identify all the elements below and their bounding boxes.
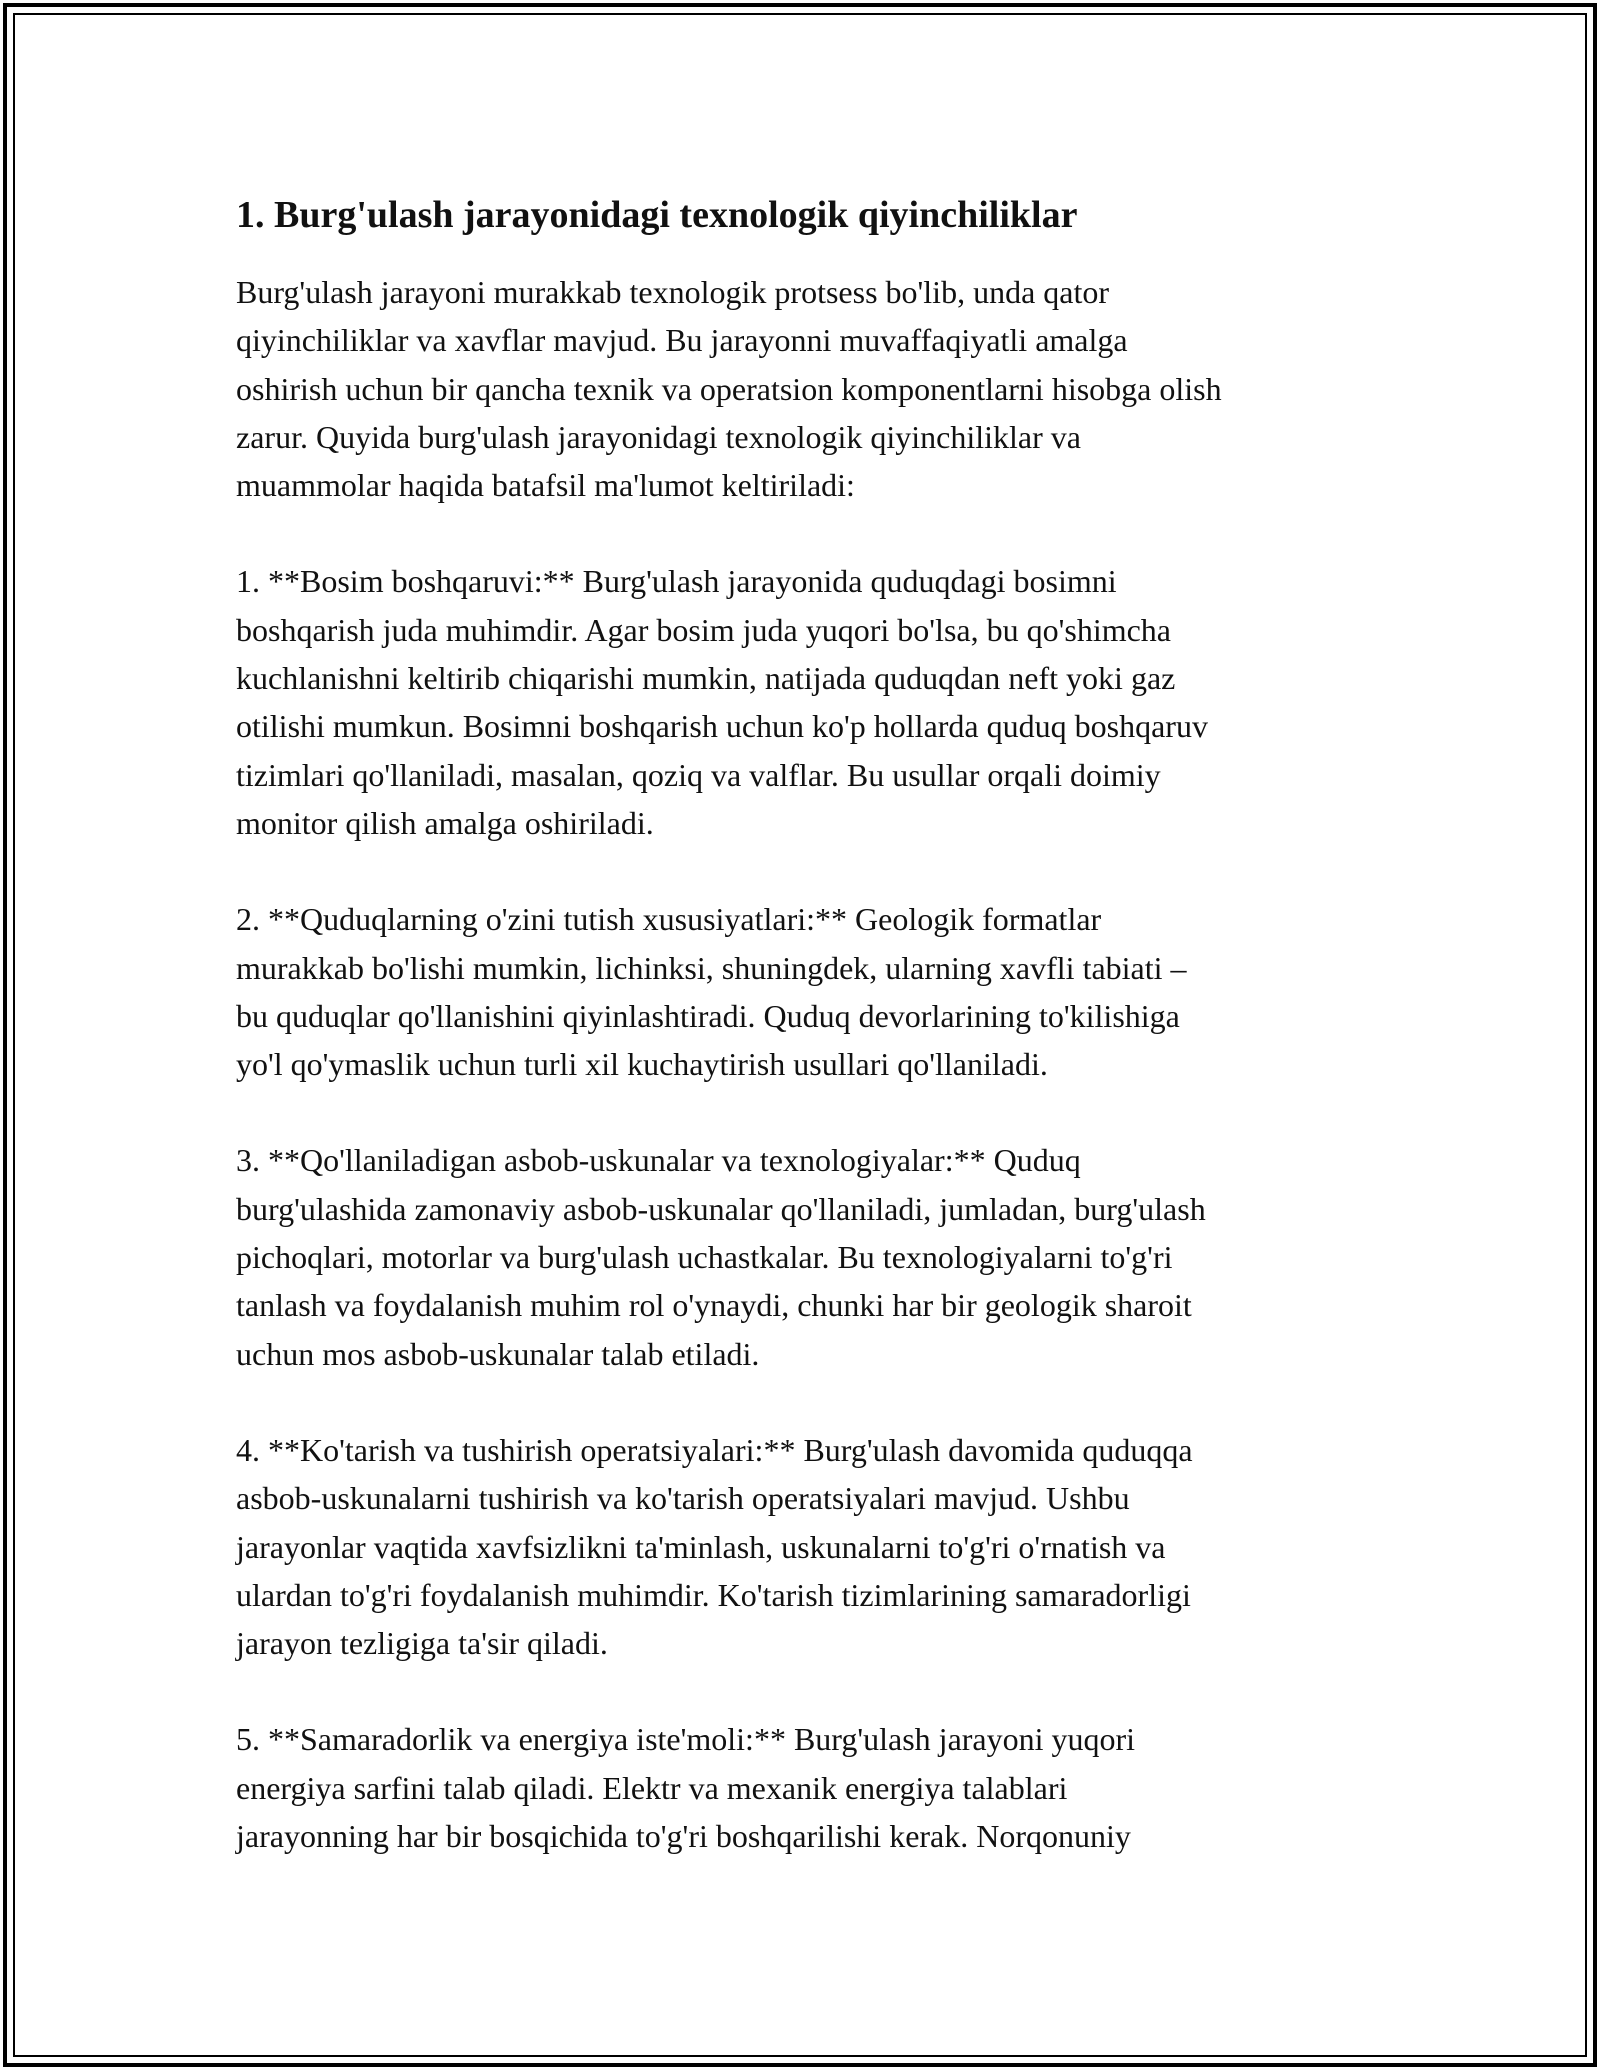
document-body (236, 190, 1386, 1908)
paragraph-energy-efficiency: 5. **Samaradorlik va energiya iste'moli:** Burg'ulash jarayoni yuqori energiya sarfini talab qiladi. Elektr va mexanik energiya talablari jarayonning har bir bosqichida to'g'ri boshqarilishi kerak. Norqonuniy (236, 1721, 1136, 1855)
paragraph-equipment: 3. **Qo'llaniladigan asbob-uskunalar va texnologiyalar:** Quduq burg'ulashida zamonaviy asbob-uskunalar qo'llaniladi, jumladan, burg'ulash pichoqlari, motorlar va burg'ulash uchastkalar. Bu texnologiyalarni to'g'ri tanlash va foydalanish muhim rol o'ynaydi, chunki har bir geologik sharoit uchun mos asbob-uskunalar talab etiladi. (236, 1142, 1206, 1372)
paragraph-tripping-operations: 4. **Ko'tarish va tushirish operatsiyalari:** Burg'ulash davomida quduqqa asbob-uskunalarni tushirish va ko'tarish operatsiyalari mavjud. Ushbu jarayonlar vaqtida xavfsizlikni ta'minlash, uskunalarni to'g'ri o'rnatish va ulardan to'g'ri foydalanish muhimdir. Ko'tarish tizimlarining samaradorligi jarayon tezligiga ta'sir qiladi. (236, 1431, 1193, 1662)
paragraph-well-behavior: 2. **Quduqlarning o'zini tutish xususiyatlari:** Geologik formatlar murakkab bo'lishi mumkin, lichinksi, shuningdek, ularning xavfli tabiati – bu quduqlar qo'llanishini qiyinlashtiradi. Quduq devorlarining to'kilishiga yo'l qo'ymaslik uchun turli xil kuchaytirish usullari qo'llaniladi. (236, 901, 1187, 1083)
paragraph-pressure-control: 1. **Bosim boshqaruvi:** Burg'ulash jarayonida quduqdagi bosimni boshqarish juda muhimdir. Agar bosim juda yuqori bo'lsa, bu qo'shimcha kuchlanishni keltirib chiqarishi mumkin, natijada quduqdan neft yoki gaz otilishi mumkun. Bosimni boshqarish uchun ko'p hollarda quduq boshqaruv tizimlari qo'llaniladi, masalan, qoziq va valflar. Bu usullar orqali doimiy monitor qilish amalga oshiriladi. (236, 563, 1208, 841)
intro-paragraph: Burg'ulash jarayoni murakkab texnologik protsess bo'lib, unda qator qiyinchiliklar va xavflar mavjud. Bu jarayonni muvaffaqiyatli amalga oshirish uchun bir qancha texnik va operatsion komponentlarni hisobga olish zarur. Quyida burg'ulash jarayonidagi texnologik qiyinchiliklar va muammolar haqida batafsil ma'lumot keltiriladi: (236, 274, 1222, 504)
section-heading: 1. Burg'ulash jarayonidagi texnologik qiyinchiliklar (236, 194, 1078, 236)
